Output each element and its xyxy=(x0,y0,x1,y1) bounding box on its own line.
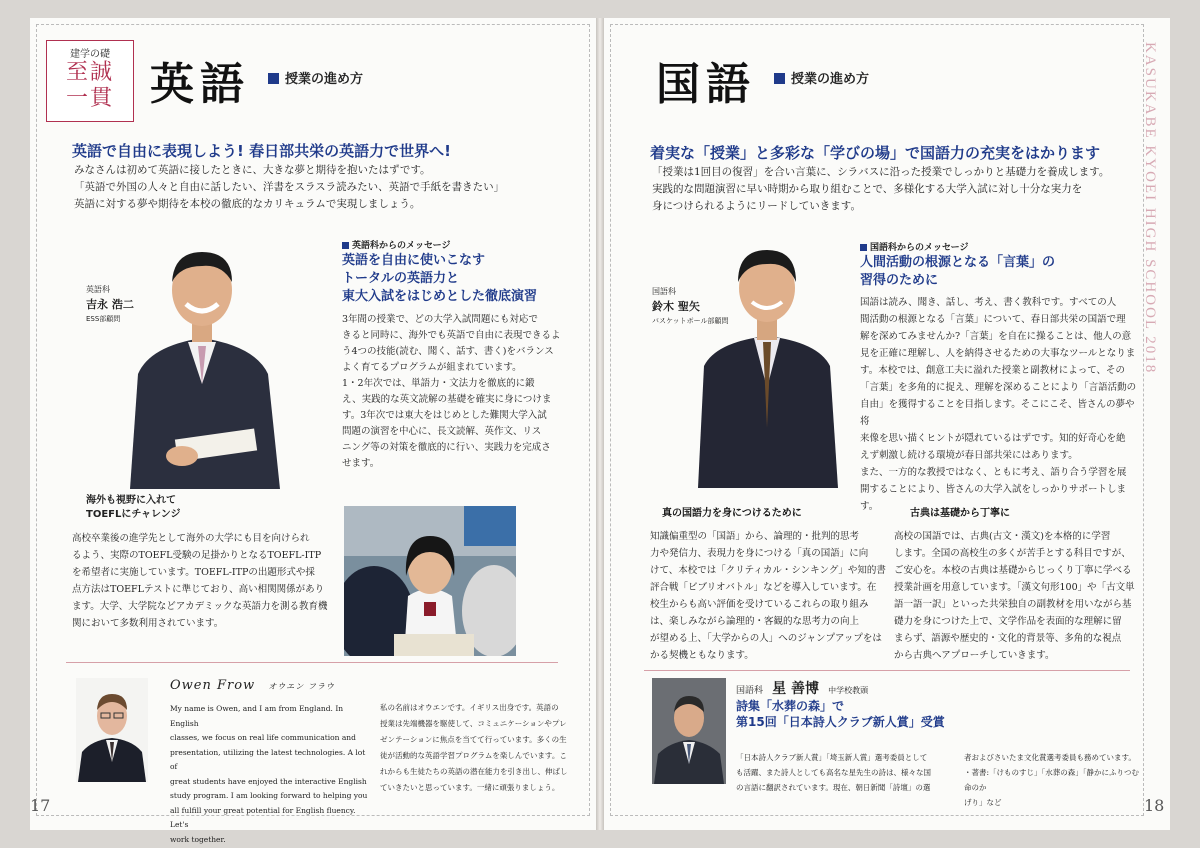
body-line: けて、本校では「クリティカル・シンキング」や知的書 xyxy=(650,565,886,576)
japanese-line: ていきたいと思っています。一緒に頑張りましょう。 xyxy=(380,783,560,792)
square-icon xyxy=(268,73,279,84)
owen-signature xyxy=(170,678,335,693)
subtitle-text: 授業の進め方 xyxy=(285,72,364,87)
teacher-club: バスケットボール部顧問 xyxy=(652,317,729,325)
section1-body xyxy=(650,528,890,664)
body-line: 授業計画を用意しています。「漢文句形100」や「古文単 xyxy=(894,582,1135,593)
square-icon xyxy=(774,73,785,84)
teacher-dept: 国語科 xyxy=(652,287,676,296)
body-line: 礎力を身につけた上で、文学作品を表面的な理解に留 xyxy=(894,616,1122,627)
body-line: かる契機ともなります。 xyxy=(650,650,754,661)
body-line: 3年間の授業で、どの大学入試問題にも対応で xyxy=(342,314,538,325)
message-label xyxy=(342,238,450,251)
owen-japanese xyxy=(380,700,580,796)
message-headline xyxy=(342,252,582,306)
body-line: 点方法はTOEFLテストに準じており、高い相関関係があり xyxy=(72,584,325,595)
body-line: 来像を思い描くヒントが隠れているはずです。知的好奇心を絶 xyxy=(860,433,1126,444)
english-line: classes, we focus on real life communication and xyxy=(170,733,356,742)
body-line: また、一方的な教授ではなく、ともに考え、語り合う学習を展 xyxy=(860,467,1127,478)
toefl-heading xyxy=(86,494,181,522)
teacher-club: ESS部顧問 xyxy=(86,315,121,323)
page-subtitle xyxy=(774,68,869,87)
intro xyxy=(652,164,1142,215)
square-icon xyxy=(342,242,349,249)
intro xyxy=(74,162,574,213)
body-line: 校生からも高い評価を受けているこれらの取り組み xyxy=(650,599,869,610)
intro-line: みなさんは初めて英語に接したときに、大きな夢と期待を抱いたはずです。 xyxy=(74,164,431,176)
body-line: げり」など xyxy=(964,798,1002,807)
body-line: きると同時に、海外でも英語で自由に表現できるよ xyxy=(342,330,561,341)
japanese-line: 徒が活動的な英語学習プログラムを楽しんでいます。こ xyxy=(380,751,567,760)
message-headline-line: 人間活動の根源となる「言葉」の xyxy=(860,255,1056,270)
right-page xyxy=(604,18,1170,830)
intro-line: 実践的な問題演習に早い時期から取り組むことで、多様化する大学入試に対し十分な実力を xyxy=(652,183,1083,195)
body-line: を希望者に実施しています。TOEFL-ITPの出題形式や採 xyxy=(72,567,315,578)
page-title-japanese: 国語 xyxy=(656,59,756,110)
award-heading-line: 第15回「日本詩人クラブ新人賞」受賞 xyxy=(736,715,945,729)
hoshi-photo xyxy=(652,678,726,784)
body-line: します。全国の高校生の多くが苦手とする科目ですが、 xyxy=(894,548,1131,559)
square-icon xyxy=(860,244,867,251)
page-subtitle xyxy=(268,68,363,87)
message-headline-line: 東大入試をはじめとした徹底演習 xyxy=(342,289,538,304)
body-line: 関において多数利用されています。 xyxy=(72,618,224,629)
body-line: 者およびさいたま文化賞選考委員も務めています。 xyxy=(964,753,1136,762)
body-line: 高校の国語では、古典(古文・漢文)を本格的に学習 xyxy=(894,531,1111,542)
page-number: 18 xyxy=(1144,796,1165,815)
message-label xyxy=(860,240,968,253)
body-line: の言語に翻訳されています。現在、朝日新聞「詩壇」の選 xyxy=(736,783,931,792)
section2-body xyxy=(894,528,1140,664)
hoshi-dept: 国語科 xyxy=(736,686,764,696)
page-title-english: 英語 xyxy=(150,59,250,110)
body-line: 「言葉」を多角的に捉え、理解を深めることにより「言語活動の xyxy=(860,382,1137,393)
emblem-line2: 一貫 xyxy=(65,86,114,111)
body-line: 間活動の根源となる「言葉」について、春日部共栄の国語で理 xyxy=(860,314,1126,325)
left-page xyxy=(30,18,596,844)
divider xyxy=(66,662,558,663)
award-heading-line: 詩集「水葬の森」で xyxy=(736,699,845,713)
divider xyxy=(644,670,1130,671)
hoshi-body2 xyxy=(964,750,1144,810)
body-line: う4つの技能(読む、聞く、話す、書く)をバランス xyxy=(342,346,554,357)
intro-line: 「英語で外国の人々と自由に話したい、洋書をスラスラ読みたい、英語で手紙を書きたい」 xyxy=(74,181,505,193)
message-label-text: 英語科からのメッセージ xyxy=(352,241,451,251)
english-line: great students have enjoyed the interactive English xyxy=(170,776,367,786)
body-line: 高校卒業後の進学先として海外の大学にも目を向けられ xyxy=(72,533,310,544)
body-line: えず刺激し続ける環境が春日部共栄にはあります。 xyxy=(860,450,1078,461)
body-line: 解を深めてみませんか?「言葉」を自在に操ることは、他人の意 xyxy=(860,331,1132,342)
headline: 着実な「授業」と多彩な「学びの場」で国語力の充実をはかります xyxy=(650,144,1101,162)
body-line: ・著書:「けものすじ」「水葬の森」「静かにふりつむ命のか xyxy=(964,768,1140,792)
body-line: 問題の演習を中心に、長文読解、英作文、リス xyxy=(342,426,542,437)
english-line: My name is Owen, and I am from England. In English xyxy=(170,704,344,728)
owen-english xyxy=(170,702,370,847)
english-line: all fulfill your great potential for English fluency. Let's xyxy=(170,805,356,829)
english-line: work together. xyxy=(170,834,226,844)
body-line: 語一語一訳」といった共栄独自の副教材を用いながら基 xyxy=(894,599,1132,610)
signature-text: Owen Frow xyxy=(170,678,256,693)
section2-heading: 古典は基礎から丁寧に xyxy=(910,508,1010,519)
emblem-line1: 至誠 xyxy=(65,60,114,85)
teacher-name: 鈴木 聖矢 xyxy=(652,300,700,313)
message-headline xyxy=(860,254,1130,290)
body-line: ニング等の対策を徹底的に行い、実践力を完成さ xyxy=(342,442,551,453)
japanese-line: ゼンテーションに焦点を当てて行っています。多くの生 xyxy=(380,735,567,744)
japanese-line: 私の名前はオウエンです。イギリス出身です。英語の xyxy=(380,703,559,712)
body-line: るよう、実際のTOEFL受験の足掛かりとなるTOEFL-ITP xyxy=(72,550,322,561)
body-line: す。3年次では東大をはじめとした難関大学入試 xyxy=(342,410,547,421)
body-line: 評合戦「ビブリオバトル」などを導入しています。在 xyxy=(650,582,877,593)
signature-kana: オウエン フラウ xyxy=(268,682,335,691)
vertical-school-name: KASUKABE KYOEI HIGH SCHOOL 2018 xyxy=(1142,42,1158,375)
body-line: せます。 xyxy=(342,458,380,469)
classroom-photo xyxy=(344,506,516,656)
english-line: presentation, utilizing the latest technologies. A lot of xyxy=(170,747,366,771)
emblem xyxy=(46,40,134,122)
headline: 英語で自由に表現しよう! 春日部共栄の英語力で世界へ! xyxy=(72,142,451,160)
hoshi-role: 中学校教頭 xyxy=(828,686,869,695)
body-line: も活躍、また詩人としても高名な星先生の詩は、様々な国 xyxy=(736,768,931,777)
emblem-top: 建学の礎 xyxy=(70,49,110,60)
teacher-photo-suzuki xyxy=(692,238,842,488)
japanese-line: れからも生徒たちの英語の潜在能力を引き出し、伸ばし xyxy=(380,767,568,776)
body-line: 力や発信力、表現力を身につける「真の国語」に向 xyxy=(650,548,869,559)
body-line: す。本校では、創意工夫に溢れた授業と副教材によって、その xyxy=(860,365,1126,376)
body-line: 自由」を獲得することを目指します。そこにこそ、皆さんの夢や将 xyxy=(860,399,1135,427)
owen-photo xyxy=(76,678,148,782)
message-headline-line: 習得のために xyxy=(860,273,939,288)
body-line: よく育てるプログラムが組まれています。 xyxy=(342,362,522,373)
body-line: 開することにより、皆さんの大学入試をしっかりサポートします。 xyxy=(860,484,1127,512)
japanese-line: 授業は先端機器を駆使して、コミュニケーションやプレ xyxy=(380,719,567,728)
toefl-heading-line: 海外も視野に入れて xyxy=(86,495,176,506)
body-line: まらず、語源や歴史的・文化的背景等、多角的な視点 xyxy=(894,633,1122,644)
body-line: 「日本詩人クラブ新人賞」「埼玉新人賞」選考委員として xyxy=(736,753,928,762)
body-line: が望める上、「大学からの人」へのジャンプアップをは xyxy=(650,633,882,644)
section1-heading: 真の国語力を身につけるために xyxy=(662,508,802,519)
body-line: 国語は読み、聞き、話し、考え、書く教科です。すべての人 xyxy=(860,297,1117,308)
body-line: 見を正確に理解し、人を納得させるための大事なツールとなりま xyxy=(860,348,1136,359)
body-line: から古典へアプローチしていきます。 xyxy=(894,650,1055,661)
hoshi-body1 xyxy=(736,750,966,795)
message-body xyxy=(860,294,1140,515)
intro-line: 英語に対する夢や期待を本校の徹底的なカリキュラムで実現しましょう。 xyxy=(74,198,421,210)
subtitle-text: 授業の進め方 xyxy=(791,72,870,87)
page-number: 17 xyxy=(30,796,51,815)
hoshi-name: 星 善博 xyxy=(772,681,819,697)
body-line: は、楽しみながら論理的・客観的な思考力の向上 xyxy=(650,616,860,627)
gutter xyxy=(596,18,604,830)
body-line: 1・2年次では、単語力・文法力を徹底的に鍛 xyxy=(342,378,535,389)
toefl-body xyxy=(72,530,342,632)
teacher-photo-yoshinaga xyxy=(110,234,295,489)
hoshi-info xyxy=(736,678,868,698)
body-line: ご安心を。本校の古典は基礎からじっくり丁寧に学べる xyxy=(894,565,1132,576)
body-line: え、実践的な英文読解の基礎を確実に身につけま xyxy=(342,394,552,405)
teacher-info-yoshinaga xyxy=(86,282,134,327)
english-line: study program. I am looking forward to helping you xyxy=(170,791,368,800)
body-line: 知識偏重型の「国語」から、論理的・批判的思考 xyxy=(650,531,860,542)
teacher-name: 吉永 浩二 xyxy=(86,298,134,311)
message-body xyxy=(342,312,582,472)
body-line: ます。大学、大学院などアカデミックな英語力を測る教育機 xyxy=(72,601,328,612)
message-headline-line: トータルの英語力と xyxy=(342,271,460,286)
teacher-info-suzuki xyxy=(652,284,729,329)
toefl-heading-line: TOEFLにチャレンジ xyxy=(86,509,181,520)
intro-line: 「授業は1回目の復習」を合い言葉に、シラバスに沿った授業でしっかりと基礎力を養成します。 xyxy=(652,166,1110,178)
hoshi-award-heading xyxy=(736,698,945,730)
intro-line: 身につけられるようにリードしていきます。 xyxy=(652,200,861,212)
message-label-text: 国語科からのメッセージ xyxy=(870,243,969,253)
message-headline-line: 英語を自由に使いこなす xyxy=(342,253,486,268)
teacher-dept: 英語科 xyxy=(86,285,110,294)
